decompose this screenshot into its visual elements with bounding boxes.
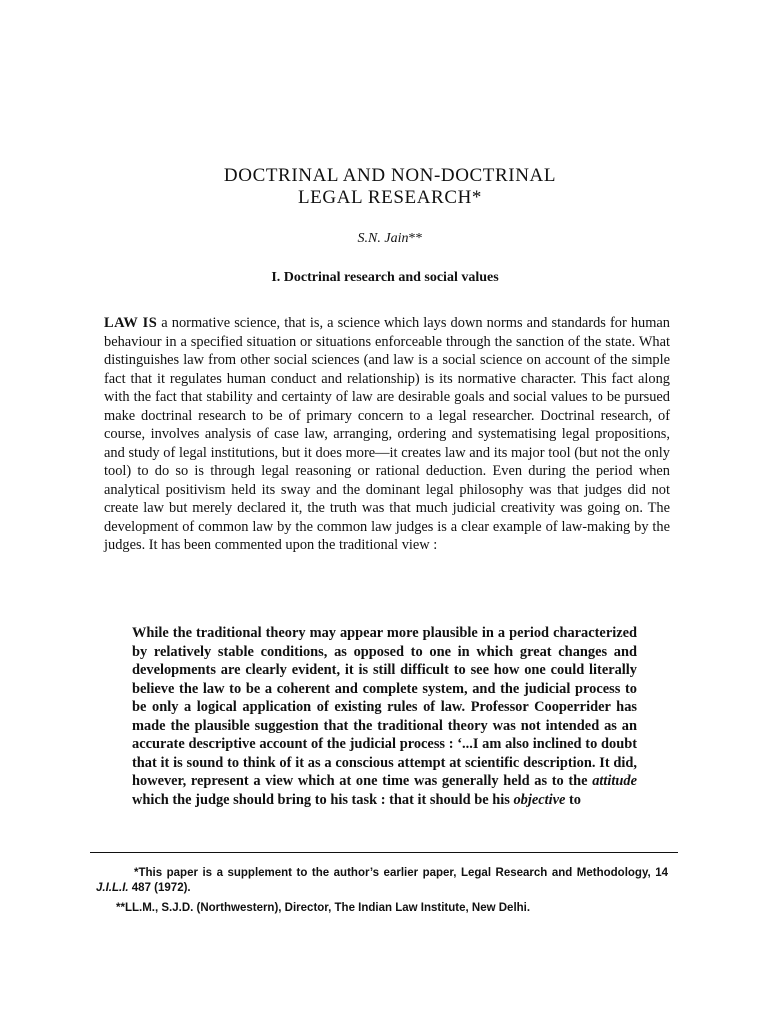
body-lead-words: LAW IS	[104, 315, 158, 331]
paper-title-line-1: DOCTRINAL AND NON-DOCTRINAL	[223, 165, 557, 186]
block-quote-text-3: to	[565, 791, 581, 808]
paper-title-line-2: LEGAL RESEARCH*	[297, 187, 483, 208]
section-heading: I. Doctrinal research and social values	[271, 270, 499, 285]
block-quote-emphasis-objective: objective	[513, 791, 566, 808]
footnote-2: **LL.M., S.J.D. (Northwestern), Director, The Indian Law Institute, New Delhi.	[116, 902, 531, 914]
block-quote-text-1: While the traditional theory may appear more plausible in a period characterized by relatively stable conditions, as opposed to one in which great changes and developments are clearly evident, it is still difficult to see how one could literally believe the law to be a coherent and complete system, and the judicial process to be only a logical application of existing rules of law. Professor Cooperrider has made the plausible suggestion that the traditional theory was not intended as an accurate descriptive account of the judicial process : ‘...I am also inclined to doubt that it is sound to think of it as a conscious attempt at scientific description. It did, however, represent a view which at one time was generally held as to the	[132, 625, 637, 789]
body-paragraph	[104, 314, 670, 555]
block-quote-text-2: which the judge should bring to his task : that it should be his	[132, 791, 514, 808]
author-byline	[0, 231, 768, 247]
footnotes	[96, 866, 668, 920]
body-paragraph-text: a normative science, that is, a science which lays down norms and standards for human behaviour in a specified situation or situations enforceable through the sanction of the state. What distinguishes law from other social sciences (and law is a social science on account of the simple fact that it regulates human conduct and relationship) is its normative character. This fact along with the fact that stability and certainty of law are desirable goals and social values to be pursued make doctrinal research to be of primary concern to a legal researcher. Doctrinal research, of course, involves analysis of case law, arranging, ordering and systematising legal propositions, and study of legal institutions, but it does more—it creates law and its major tool (but not the only tool) to do so is through legal reasoning or rational deduction. Even during the period when analytical positivism held its sway and the dominant legal philosophy was that judges did not create law but merely declared it, the truth was that much judicial creativity was going on. The development of common law by the common law judges is a clear example of law-making by the judges. It has been commented upon the traditional view :	[104, 315, 670, 553]
footnote-1-journal: J.I.L.I.	[96, 882, 129, 894]
footnote-1-text-b: 487 (1972).	[128, 882, 191, 894]
paper-title	[0, 165, 768, 209]
block-quote-emphasis-attitude: attitude	[592, 773, 637, 789]
footnote-1-text-a: *This paper is a supplement to the author’s earlier paper, Legal Research and Methodology, 14	[134, 867, 668, 879]
footnote-1	[96, 866, 668, 896]
author-name: S.N. Jain	[357, 231, 409, 246]
author-footnote-marker: **	[408, 231, 423, 246]
footnote-divider	[90, 852, 678, 853]
block-quote	[132, 624, 637, 809]
